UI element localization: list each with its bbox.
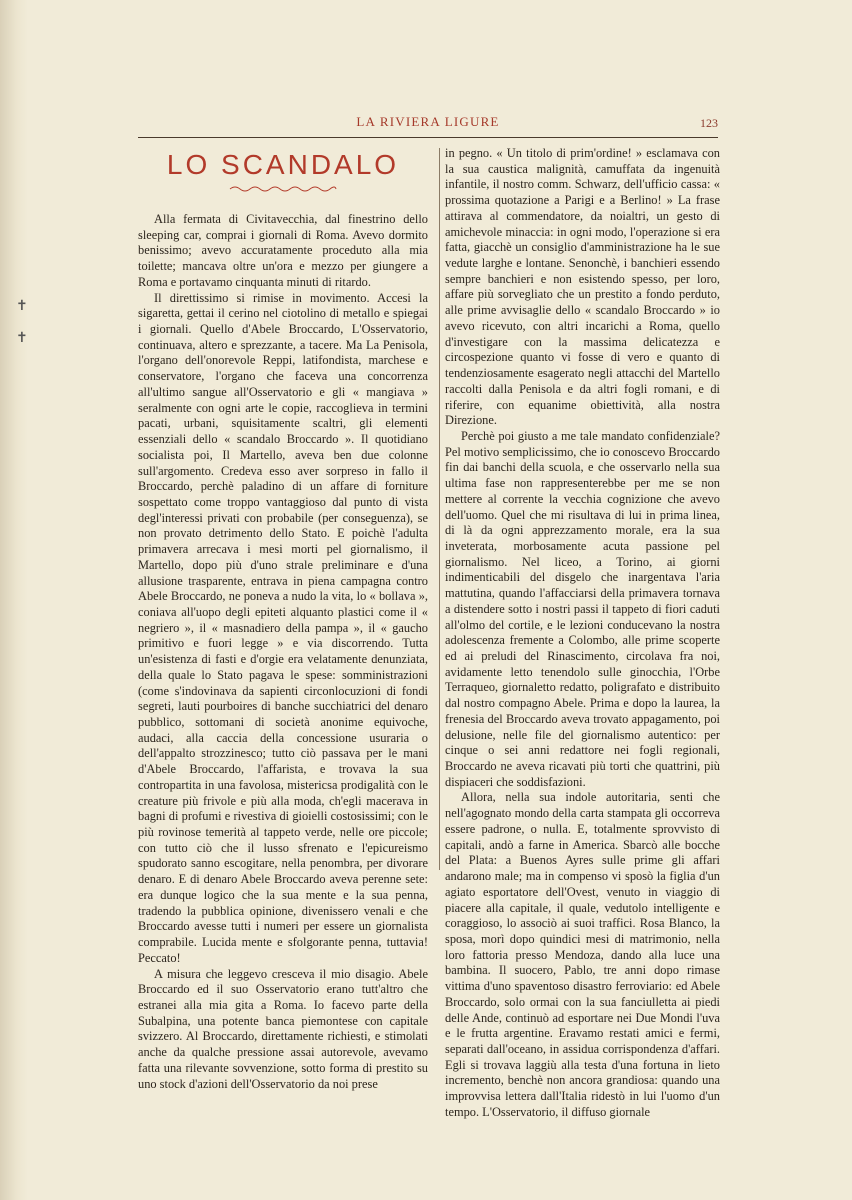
paragraph: Il direttissimo si rimise in movimento. Accesi la sigaretta, gettai il cerino nel ciotolino di metallo e spiegai i giornali. Quello d'Abele Broccardo, L'Osservatorio, continuava, altero e sprezzante, a tacere. Ma La Penisola, l'organo dell'onorevole Reppi, latifondista, marchese e conservatore, l'organo che faceva una concorrenza all'ultimo sangue all'Osservatorio e gli « mangiava » seralmente con ogni arte le copie, raccoglieva in termini pacati, urbani, squisitamente scaltri, gli elementi essenziali dello « scandalo Broccardo ». Il quotidiano socialista poi, Il Martello, aveva ben due colonne sull'argomento. Credeva esso aver sorpreso in fallo il Broccardo, perchè paladino di un affare di forniture sospettato come troppo vantaggioso dal punto di vista degl'interessi privati con probabile (per conseguenza), se non provato detrimento dello Stato. E poichè l'adulta primavera arrecava i mesi morti pel giornalismo, il Martello, dopo più d'uno strale preliminare e d'una allusione trasparente, entrava in piena campagna contro Abele Broccardo, ne poneva a nudo la vita, lo « bollava », coniava all'uopo degli epiteti alquanto plastici come il « negriero », il « masnadiero della pampa », il « gaucho primitivo e fuori legge » e via discorrendo. Tutta un'esistenza di fasti e d'orgie era velatamente denunziata, della quale lo Stato pagava le spese: somministrazioni (come s'indovinava da sapienti circonlocuzioni di fondi segreti, lauti pourboires di banche succhiatrici del denaro pubblico, sottomani di società anonime equivoche, audaci, alla caccia della concessione usuraria o dell'appalto strozzinesco; tutto ciò passava per le mani d'Abele Broccardo, l'affarista, e trovava la sua contropartita in una favolosa, mistericsa prodigalità con le creature più frivole e più alla moda, ch'egli macerava in bagni di profumi e rivestiva di gioielli costosissimi; con le più rovinose temerità al tappeto verde, nelle ore piccole; con tutto ciò che il lusso sfrenato e l'epicureismo spudorato sanno escogitare, nella penombra, per divorare denaro. E di denaro Abele Broccardo aveva perenne sete: era dunque logico che la sua mente e la sua penna, tradendo la pubblica opinione, divenissero venali e che Broccardo avesse tutti i numeri per essere un giornalista comprabile. Lucida mente e sfolgorante penna, tuttavia! Peccato!	[138, 290, 428, 965]
title-ornament-icon	[138, 184, 428, 212]
left-column	[138, 146, 428, 1092]
article-title: LO SCANDALO	[166, 149, 400, 180]
page-binding-edge	[0, 0, 28, 1200]
running-title: LA RIVIERA LIGURE	[356, 114, 500, 129]
page-number: 123	[700, 116, 718, 130]
paragraph: in pegno. « Un titolo di prim'ordine! » esclamava con la sua caustica malignità, camuffata da ingenuità infantile, il nostro comm. Schwarz, dell'ufficio cassa: « prossima quotazione a Parigi e a Berlino! » La frase attirava al commendatore, da noialtri, un gesto di amichevole minaccia: in ogni modo, l'operazione si era fatta, giacchè un consiglio d'amministrazione ha le sue vedute larghe e lontane. Senonchè, i banchieri essendo sempre banchieri e non esistendo spesso, per loro, affare più sorvegliato che un prestito a fondo perduto, alle prime avvisaglie dello « scandalo Broccardo » io avevo ricevuto, con altri incarichi a Roma, quello d'investigare con la massima delicatezza e circospezione quanto vi fosse di vero e quanto di tendenziosamente esagerato negli attacchi del Martello raccolti dalla Penisola e da altri fogli romani, e di riferire, con equanime obiettività, alla nostra Direzione.	[445, 146, 720, 428]
paragraph: Alla fermata di Civitavecchia, dal finestrino dello sleeping car, comprai i giornali di Roma. Avevo dormito benissimo; avevo accuratamente proceduto alla mia toilette; mancava oltre un'ora e mezzo per giungere a Roma e portavamo cinquanta minuti di ritardo.	[138, 212, 428, 289]
binding-mark-icon: ✝	[16, 331, 28, 346]
paragraph: Perchè poi giusto a me tale mandato confidenziale? Pel motivo semplicissimo, che io conoscevo Broccardo fin dai banchi della scuola, e che osservarlo nella sua ultima fase non rappresenterebbe per me se non mettere al corrente la vecchia cognizione che avevo dell'uomo. Quel che mi risultava di lui in prima linea, di là da ogni apprezzamento morale, era la sua inveterata, morbosamente acuta passione pel giornalismo. Nel liceo, a Torino, ai giorni indimenticabili del disgelo che inargentava l'aria mattutina, quando l'affacciarsi della primavera tornava a distendere sotto i nostri passi il tappeto di fiori caduti all'olmo del cortile, e le lezioni conducevano la nostra adolescenza fremente a Colombo, alle prime scoperte ed ai preludi del Rinascimento, circolava fra noi, avidamente letto tenendolo sulle ginocchia, l'Orbe Terraqueo, giornaletto redatto, poligrafato e distribuito dal nostro compagno Abele. Prima e dopo la laurea, la frenesia del Broccardo aveva trovato appagamento, poi delusione, nelle file del giornalismo autentico: per cinque o sei anni redattore nei fogli regionali, Broccardo ne aveva ricavati più torti che quattrini, più dispiaceri che soddisfazioni.	[445, 428, 720, 789]
column-divider	[439, 148, 440, 870]
paragraph: Allora, nella sua indole autoritaria, senti che nell'agognato mondo della carta stampata gli occorreva essere padrone, o nulla. E, totalmente sprovvisto di capitali, andò a farne in America. Sbarcò alle bocche del Plata: a Buenos Ayres sulle prime gli affari andarono male; ma in compenso vi sposò la figlia d'un agiato esportatore dell'Ovest, venuto in viaggio di piacere alla capitale, il quale, vedutolo intelligente e coraggioso, lo associò ai suoi traffici. Rosa Blanco, la sposa, morì dopo quindici mesi di matrimonio, nella loro fattoria presso Mendoza, dando alla luce una bambina. Il suocero, Pablo, tre anni dopo rimase vittima d'uno spaventoso disastro ferroviario: ed Abele Broccardo, solo ormai con la sua fanciulletta ai piedi delle Ande, continuò ad esportare nei Due Mondi l'uva e le frutta argentine. Eravamo restati amici e fermi, separati dall'oceano, in assidua corrispondenza d'affari. Egli si trovava laggiù alla testa d'una fortuna in lieto incremento, benchè non ancora grandiosa: quando una improvvisa lettera dall'Italia ridestò in lui l'uomo d'un tempo. L'Osservatorio, il diffuso giornale	[445, 790, 720, 1119]
header-rule	[138, 137, 718, 138]
binding-mark-icon: ✝	[16, 299, 28, 314]
running-header	[138, 114, 718, 134]
right-column	[445, 146, 720, 1121]
paragraph: A misura che leggevo cresceva il mio disagio. Abele Broccardo ed il suo Osservatorio erano tutt'altro che estranei alla mia gita a Roma. Io facevo parte della Subalpina, una potente banca piemontese con capitale svizzero. Al Broccardo, direttamente richiesti, e stimolati anche da qualche pressione assai autorevole, avevamo fatta una rilevante sovvenzione, sotto forma di prestito su uno stock d'azioni dell'Osservatorio da noi prese	[138, 966, 428, 1091]
